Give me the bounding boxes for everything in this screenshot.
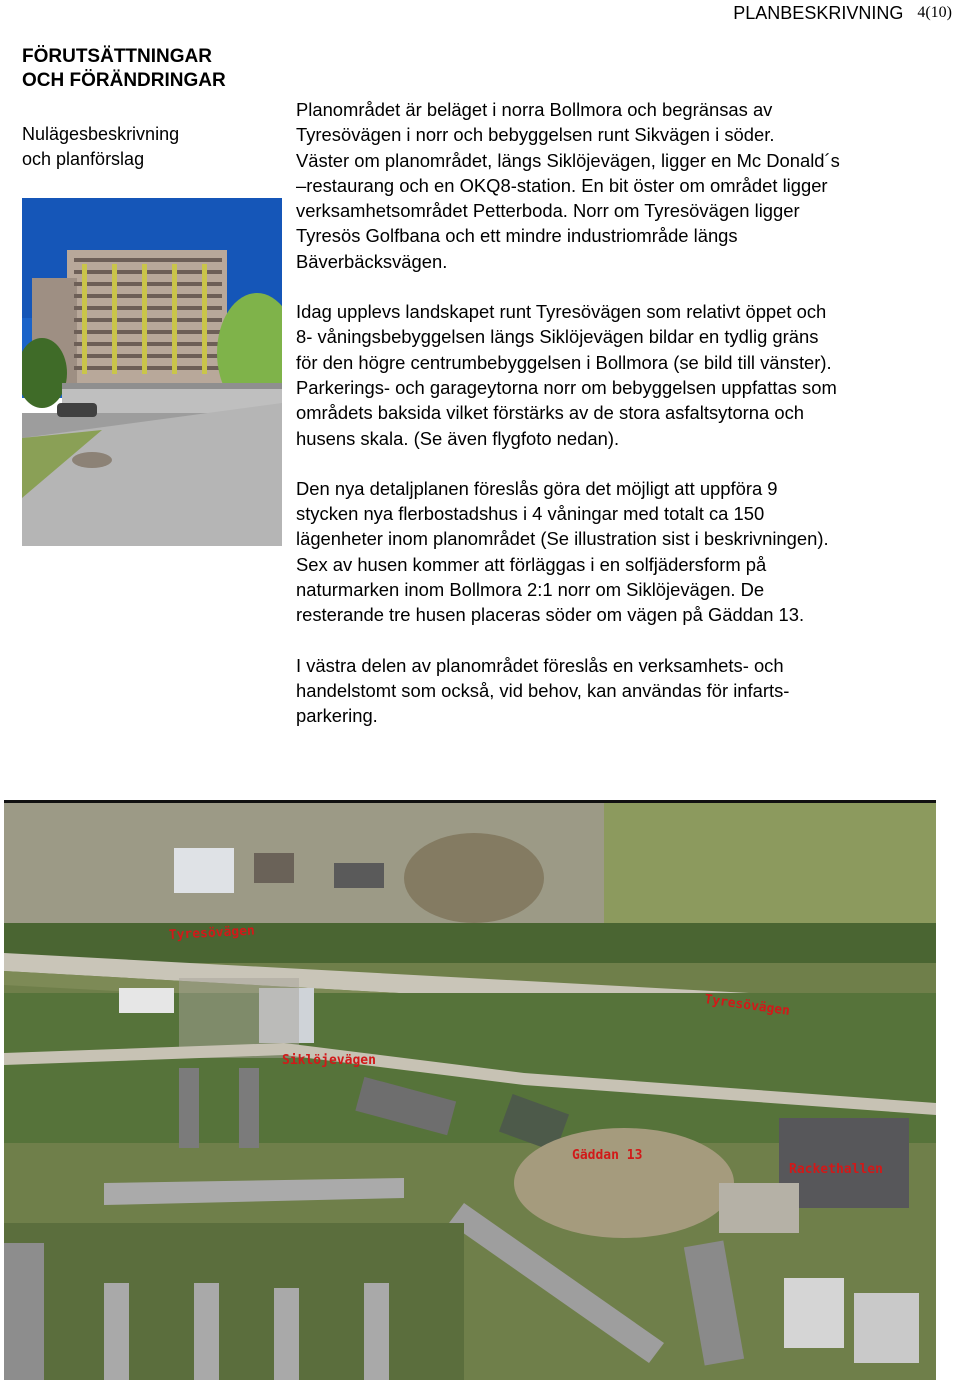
- side-label-line2: och planförslag: [22, 149, 145, 169]
- aerial-map-illustration: [4, 803, 936, 1380]
- paragraph-west: I västra delen av planområdet föreslås en verksamhets- och handelstomt som också, vid behov, kan användas för infarts- parkering.: [296, 654, 790, 727]
- map-label-gaddan: Gäddan 13: [572, 1148, 643, 1163]
- street-photo-illustration: [22, 198, 282, 546]
- paragraph-landscape: Idag upplevs landskapet runt Tyresövägen som relativt öppet och 8- våningsbebyggelsen längs Siklöjevägen bildar en tydlig gräns för den högre centrumbebyggelsen i Bollmora (se bild till vänster). Parkerings- och garageytorna norr om bebyggelsen uppfattas som områdets baksida vilket förstärks av de stora asfaltsytorna och husens skala. (Se även flygfoto nedan).: [296, 301, 837, 449]
- street-photo: [22, 198, 282, 546]
- map-label-tyresovagen-west: Tyresövägen: [168, 923, 256, 943]
- section-title: [22, 45, 282, 93]
- map-label-siklojevagen: Siklöjevägen: [282, 1053, 376, 1068]
- map-label-tyresovagen-east: Tyresövägen: [703, 992, 791, 1019]
- aerial-photo: [4, 800, 936, 1380]
- page-number: 4(10): [917, 4, 952, 21]
- page-header: [733, 0, 952, 26]
- map-label-rackethallen: Rackethallen: [789, 1162, 883, 1177]
- section-title-line1: FÖRUTSÄTTNINGAR: [22, 46, 212, 67]
- section-title-line2: OCH FÖRÄNDRINGAR: [22, 70, 226, 91]
- paragraph-proposal: Den nya detaljplanen föreslås göra det möjligt att uppföra 9 stycken nya flerbostadshus i 4 våningar med totalt ca 150 lägenheter inom planområdet (Se illustration sist i beskrivningen). Sex av husen kommer att förläggas i en solfjädersform på naturmarken inom Bollmora 2:1 norr om Siklöjevägen. De resterande tre husen placeras söder om vägen på Gäddan 13.: [296, 477, 829, 626]
- body-text: [296, 97, 951, 754]
- side-label: [22, 122, 242, 172]
- side-label-line1: Nulägesbeskrivning: [22, 124, 180, 144]
- document-title: PLANBESKRIVNING: [733, 2, 904, 23]
- paragraph-location: Planområdet är beläget i norra Bollmora och begränsas av Tyresövägen i norr och bebyggelsen runt Sikvägen i söder. Väster om planområdet, längs Siklöjevägen, ligger en Mc Donald´s –restaurang och en OKQ8-station. En bit öster om området ligger verksamhetsområdet Petterboda. Norr om Tyresövägen ligger Tyresös Golfbana och ett mindre industriområde längs Bäverbäcksvägen.: [296, 99, 840, 272]
